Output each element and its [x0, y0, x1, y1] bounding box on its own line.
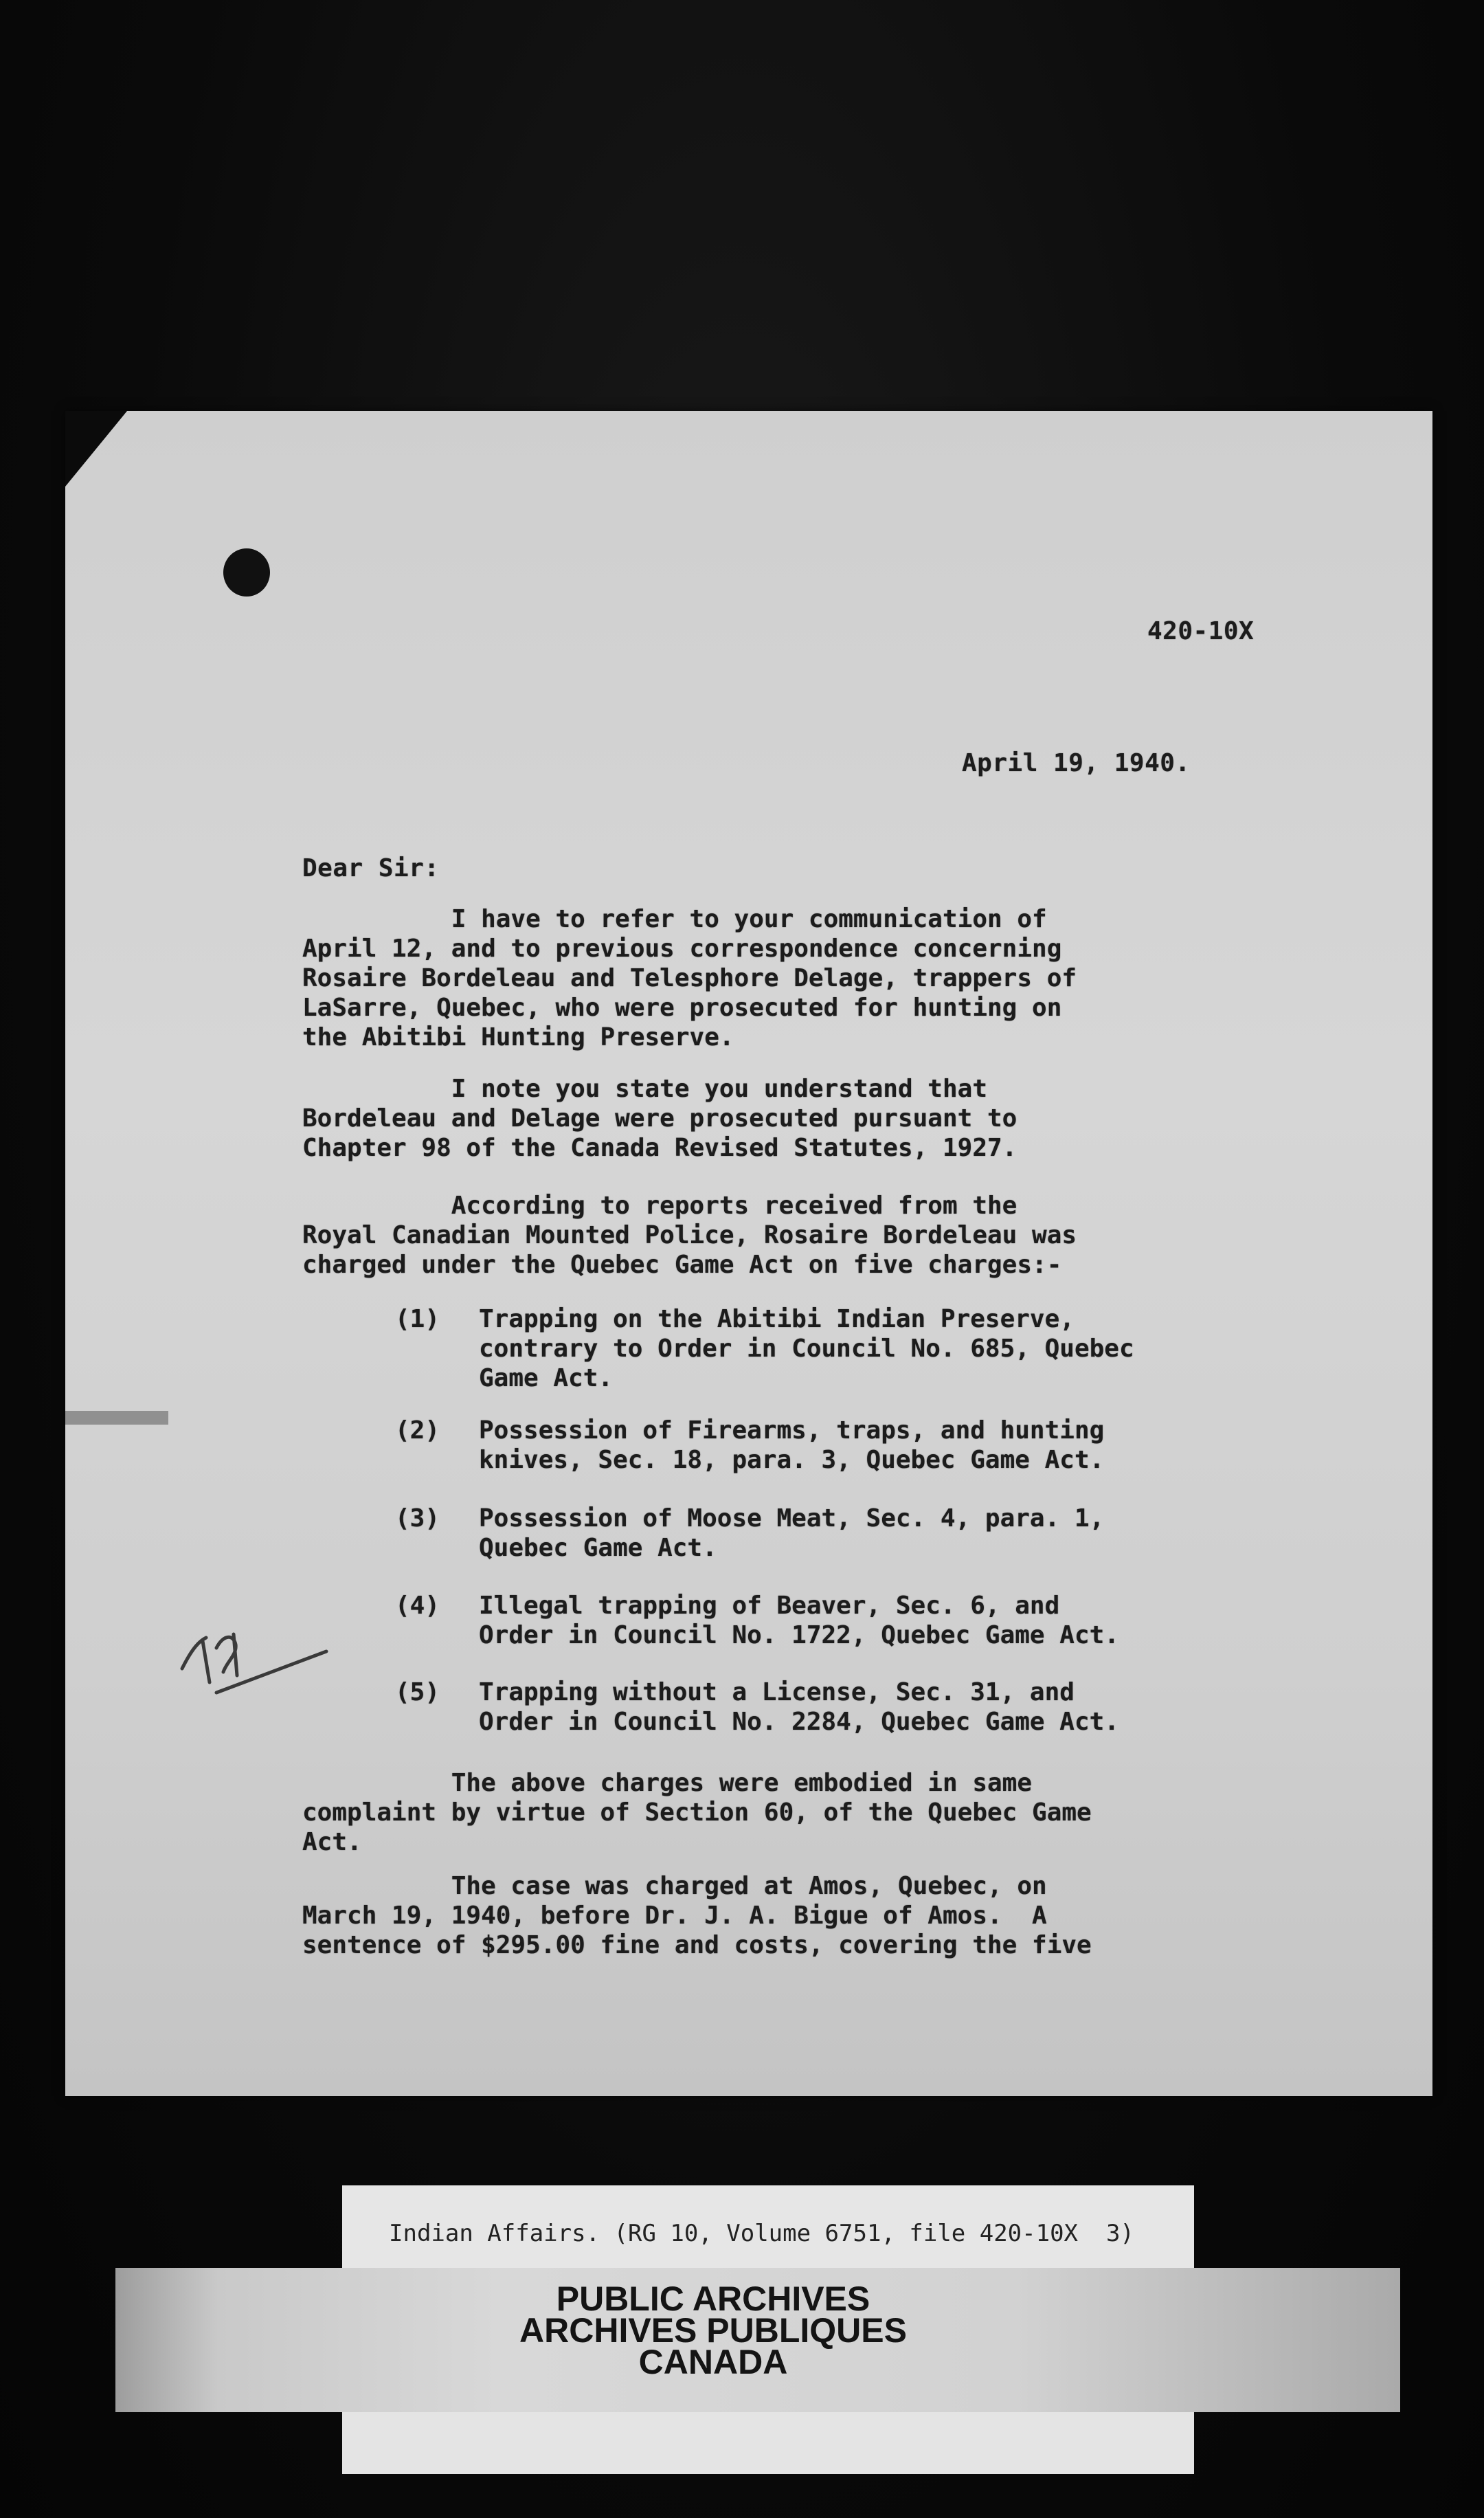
- letter-date: April 19, 1940.: [962, 749, 1191, 777]
- charge-number: (4): [395, 1592, 440, 1620]
- charge-text: Trapping without a License, Sec. 31, and Order in Council No. 2284, Quebec Game Act.: [479, 1678, 1119, 1736]
- punch-hole: [223, 548, 270, 597]
- charge-item: [395, 1416, 1104, 1475]
- charge-text: Possession of Moose Meat, Sec. 4, para. 1, Quebec Game Act.: [479, 1504, 1105, 1562]
- charge-number: (2): [395, 1416, 440, 1445]
- archive-reference: Indian Affairs. (RG 10, Volume 6751, file 420-10X 3): [389, 2220, 1134, 2247]
- charge-text: Illegal trapping of Beaver, Sec. 6, and Order in Council No. 1722, Quebec Game Act.: [479, 1592, 1119, 1649]
- charge-item: [395, 1304, 1134, 1393]
- charge-number: (3): [395, 1504, 440, 1533]
- handwritten-mark: [168, 1607, 333, 1710]
- charge-item: [395, 1504, 1104, 1563]
- stamp-line-french: ARCHIVES PUBLIQUES: [519, 2311, 907, 2350]
- archive-stamp: [342, 2280, 1084, 2381]
- fold-mark: [65, 1411, 168, 1425]
- charge-item: [395, 1591, 1119, 1650]
- paragraph-sentence: The case was charged at Amos, Quebec, on March 19, 1940, before Dr. J. A. Bigue of Amos. A sentence of $295.00 fine and costs, covering the five: [302, 1872, 1092, 1959]
- salutation: Dear Sir:: [302, 854, 440, 882]
- paragraph-rcmp-report: According to reports received from the Royal Canadian Mounted Police, Rosaire Bordeleau was charged under the Quebec Game Act on five charges:-: [302, 1192, 1077, 1279]
- archive-blank-strip: [342, 2412, 1194, 2474]
- paragraph-complaint: The above charges were embodied in same complaint by virtue of Section 60, of the Quebec Game Act.: [302, 1769, 1092, 1856]
- paragraph-statute: I note you state you understand that Bordeleau and Delage were prosecuted pursuant to Chapter 98 of the Canada Revised Statutes, 1927.: [302, 1075, 1018, 1162]
- charge-number: (1): [395, 1305, 440, 1333]
- letter-page: [65, 411, 1432, 2096]
- file-reference: 420-10X: [1147, 617, 1255, 645]
- paragraph-reference: I have to refer to your communication of April 12, and to previous correspondence concerning Rosaire Bordeleau and Telesphore Delage, trappers of LaSarre, Quebec, who were prosecuted for hunting on the Abitibi Hunting Preserve.: [302, 905, 1077, 1051]
- charge-item: [395, 1678, 1119, 1737]
- archive-reference-strip: [342, 2185, 1194, 2275]
- charge-text: Trapping on the Abitibi Indian Preserve, contrary to Order in Council No. 685, Quebec Game Act.: [479, 1305, 1134, 1392]
- charge-number: (5): [395, 1678, 440, 1706]
- stamp-line-english: PUBLIC ARCHIVES: [556, 2280, 870, 2318]
- stamp-line-country: CANADA: [638, 2343, 788, 2381]
- charge-text: Possession of Firearms, traps, and hunting knives, Sec. 18, para. 3, Quebec Game Act.: [479, 1416, 1105, 1474]
- archive-stamp-strip: [115, 2268, 1400, 2412]
